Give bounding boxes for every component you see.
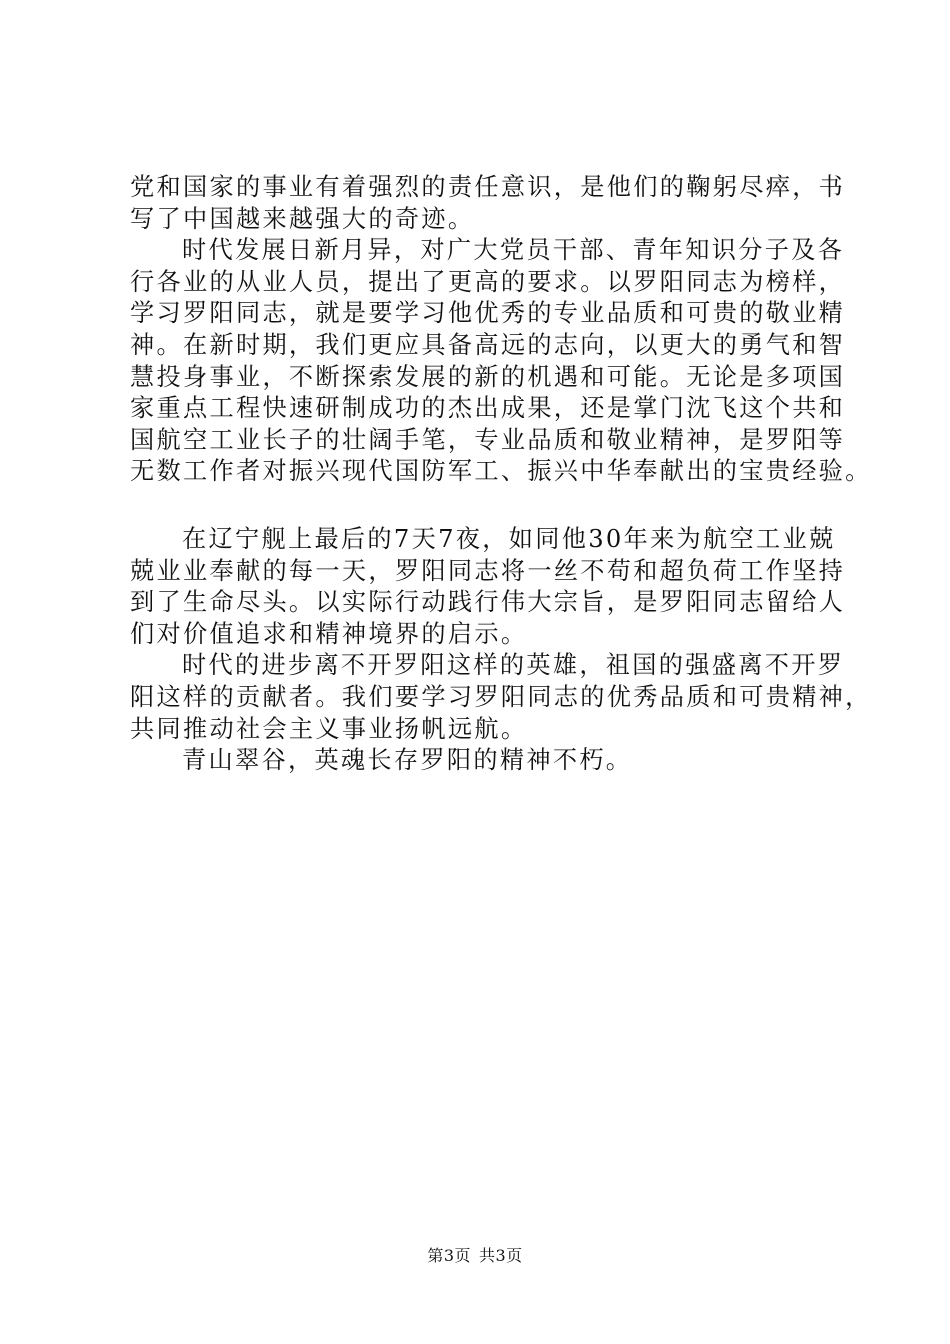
text-line: 阳这样的贡献者。我们要学习罗阳同志的优秀品质和可贵精神， bbox=[130, 682, 872, 711]
paragraph bbox=[130, 235, 872, 488]
text-line: 在辽宁舰上最后的7天7夜，如同他30年来为航空工业兢 bbox=[182, 524, 836, 553]
text-line: 时代的进步离不开罗阳这样的英雄，祖国的强盛离不开罗 bbox=[182, 651, 845, 680]
text-line: 到了生命尽头。以实际行动践行伟大宗旨，是罗阳同志留给人 bbox=[130, 588, 846, 617]
text-line: 写了中国越来越强大的奇迹。 bbox=[130, 204, 475, 233]
page-footer bbox=[0, 1243, 950, 1266]
text-line: 无数工作者对振兴现代国防军工、振兴中华奉献出的宝贵经验。 bbox=[130, 457, 872, 486]
document-body bbox=[130, 172, 872, 777]
text-line: 兢业业奉献的每一天，罗阳同志将一丝不苟和超负荷工作坚持 bbox=[130, 556, 846, 585]
text-line: 共同推动社会主义事业扬帆远航。 bbox=[130, 714, 528, 743]
text-line: 国航空工业长子的壮阔手笔，专业品质和敬业精神，是罗阳等 bbox=[130, 425, 846, 454]
text-line: 家重点工程快速研制成功的杰出成果，还是掌门沈飞这个共和 bbox=[130, 394, 846, 423]
page-total: 共3页 bbox=[479, 1246, 523, 1265]
page-number: 第3页 bbox=[427, 1246, 471, 1265]
paragraph bbox=[130, 172, 846, 235]
text-line: 行各业的从业人员，提出了更高的要求。以罗阳同志为榜样， bbox=[130, 267, 846, 296]
text-line: 时代发展日新月异，对广大党员干部、青年知识分子及各 bbox=[182, 236, 845, 265]
text-line: 慧投身事业，不断探索发展的新的机遇和可能。无论是多项国 bbox=[130, 362, 846, 391]
paragraph-gap bbox=[130, 488, 835, 524]
text-line: 青山翠谷，英魂长存罗阳的精神不朽。 bbox=[182, 746, 633, 775]
paragraph bbox=[130, 745, 835, 777]
text-line: 神。在新时期，我们更应具备高远的志向，以更大的勇气和智 bbox=[130, 330, 846, 359]
paragraph bbox=[130, 524, 846, 650]
text-line: 学习罗阳同志，就是要学习他优秀的专业品质和可贵的敬业精 bbox=[130, 299, 846, 328]
text-line: 党和国家的事业有着强烈的责任意识，是他们的鞠躬尽瘁，书 bbox=[130, 173, 846, 201]
text-line: 们对价值追求和精神境界的启示。 bbox=[130, 619, 528, 648]
paragraph bbox=[130, 650, 872, 745]
